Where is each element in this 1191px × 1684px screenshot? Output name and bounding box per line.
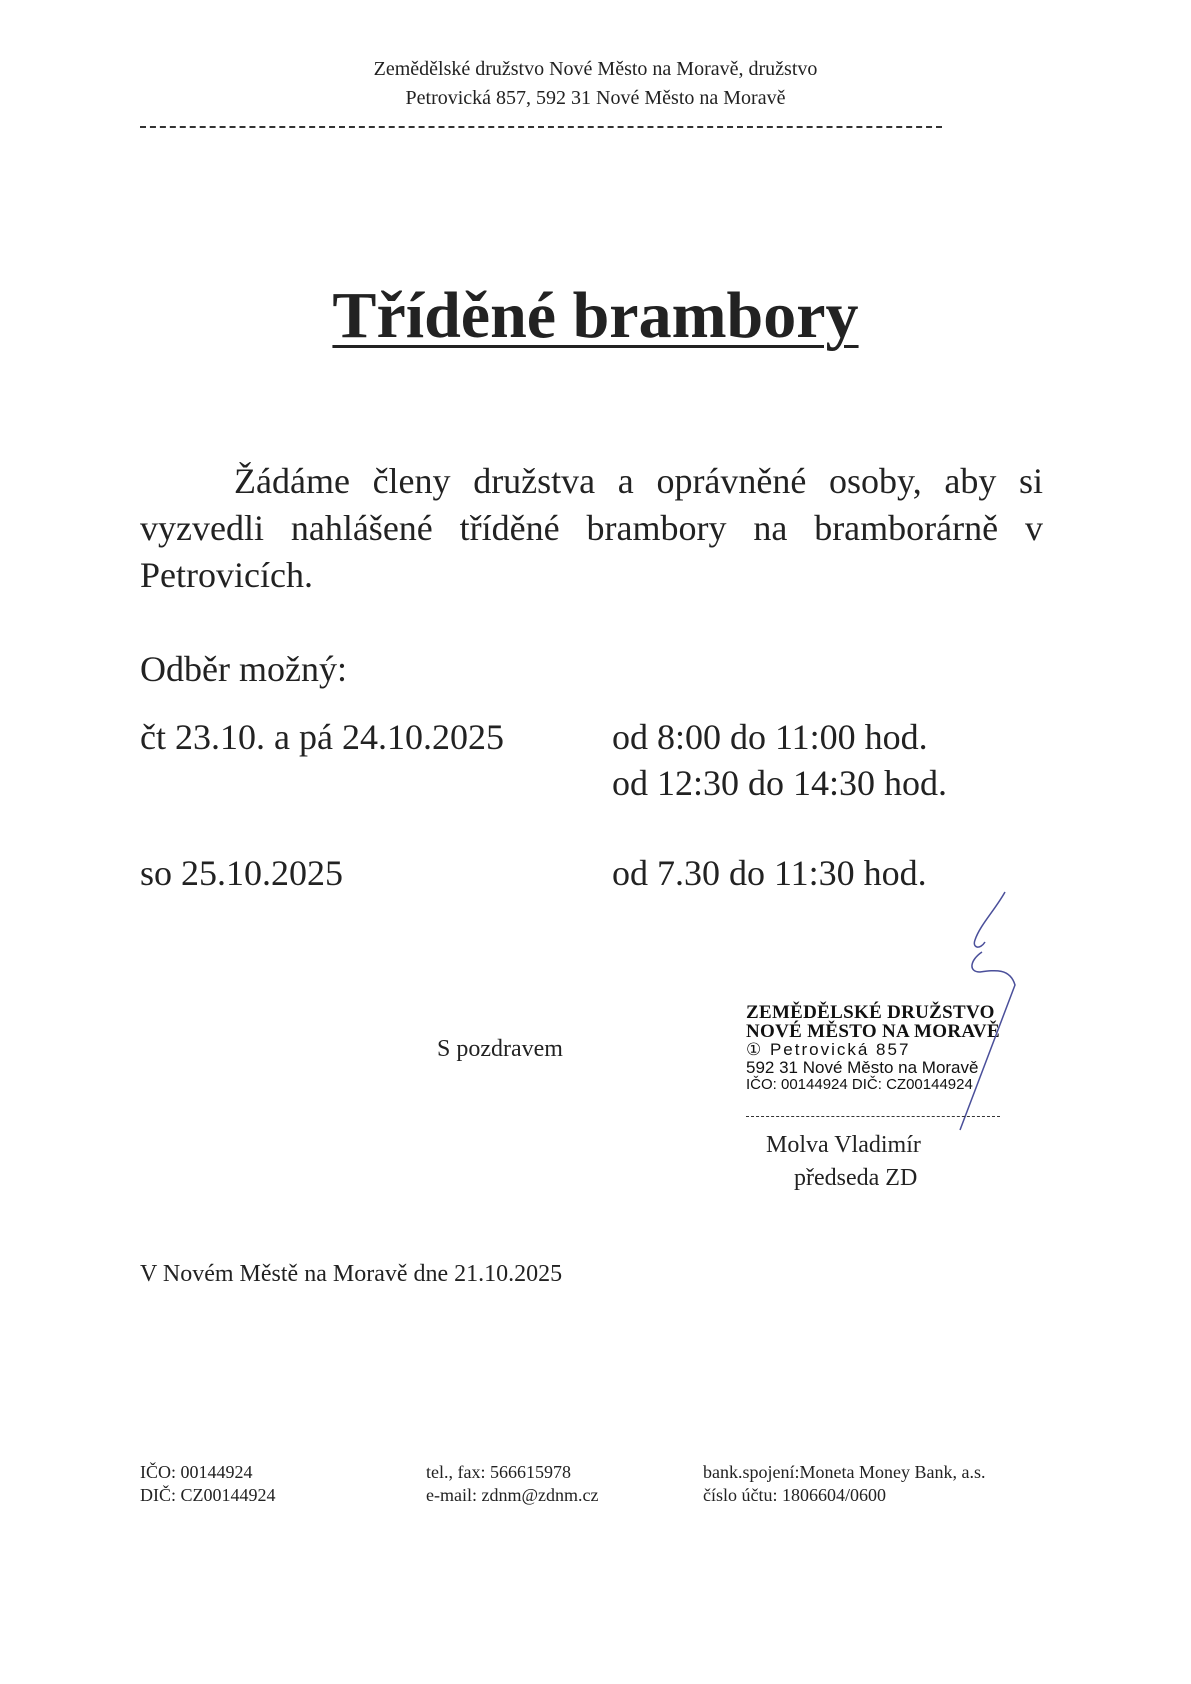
footer-tel: tel., fax: 566615978	[426, 1462, 571, 1482]
greeting: S pozdravem	[437, 1036, 563, 1062]
footer-ico: IČO: 00144924	[140, 1462, 253, 1482]
place-date: V Novém Městě na Moravě dne 21.10.2025	[140, 1261, 563, 1287]
signature-line	[746, 1116, 1000, 1117]
company-stamp: ZEMĚDĚLSKÉ DRUŽSTVO NOVÉ MĚSTO NA MORAVĚ ① Petrovická 857 592 31 Nové Město na Moravě IČO: 00144924 DIČ: CZ00144924	[746, 1002, 1000, 1093]
header-company-name: Zemědělské družstvo Nové Město na Moravě, družstvo	[373, 58, 818, 80]
pickup-date-1: čt 23.10. a pá 24.10.2025	[140, 717, 504, 757]
signatory-role: předseda ZD	[794, 1165, 918, 1191]
pickup-label: Odběr možný:	[140, 649, 347, 689]
body-paragraph: Žádáme členy družstva a oprávněné osoby, aby si vyzvedli nahlášené tříděné brambory na bramborárně v Petrovicích.	[140, 461, 1043, 595]
pickup-time-1a: od 8:00 do 11:00 hod.	[612, 717, 928, 757]
pickup-time-2: od 7.30 do 11:30 hod.	[612, 853, 927, 893]
pickup-time-1b: od 12:30 do 14:30 hod.	[612, 763, 948, 803]
signatory-name: Molva Vladimír	[766, 1132, 921, 1158]
page-title: Tříděné brambory	[332, 279, 859, 352]
footer-dic: DIČ: CZ00144924	[140, 1485, 276, 1505]
pickup-date-2: so 25.10.2025	[140, 853, 344, 893]
footer-account: číslo účtu: 1806604/0600	[703, 1485, 886, 1505]
header-address: Petrovická 857, 592 31 Nové Město na Moravě	[405, 87, 786, 109]
header-divider	[140, 126, 942, 128]
signature	[940, 880, 1060, 1140]
footer-bank: bank.spojení:Moneta Money Bank, a.s.	[703, 1462, 986, 1482]
footer-email: e-mail: zdnm@zdnm.cz	[426, 1485, 599, 1505]
